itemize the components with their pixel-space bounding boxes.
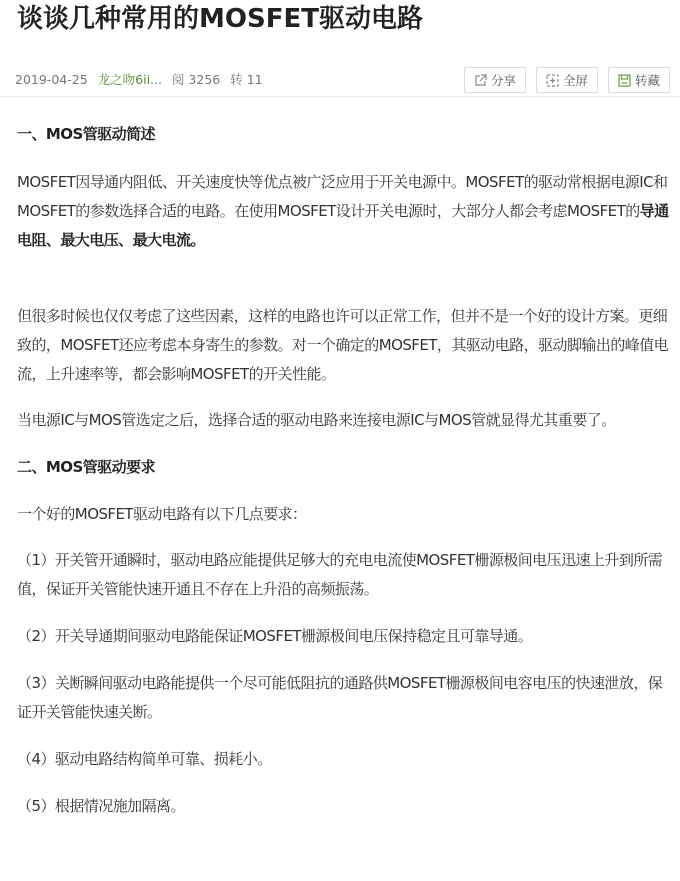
requirement-1: （1）开关管开通瞬时，驱动电路应能提供足够大的充电电流使MOSFET栅源极间电压迅速上升到所需值，保证开关管能快速开通且不存在上升沿的高频振荡。: [17, 551, 663, 598]
collect-icon: [618, 74, 631, 87]
requirement-3: （3）关断瞬间驱动电路能提供一个尽可能低阻抗的通路供MOSFET栅源极间电容电压的快速泄放，保证开关管能快速关断。: [17, 674, 663, 721]
collect-button[interactable]: [608, 67, 670, 93]
fullscreen-icon: [546, 74, 559, 87]
paragraph-1: [17, 168, 672, 255]
requirement-2: （2）开关导通期间驱动电路能保证MOSFET栅源极间电压保持稳定且可靠导通。: [17, 627, 533, 645]
section-heading-1: 一、MOS管驱动简述: [17, 125, 155, 143]
publish-date: 2019-04-25: [15, 72, 88, 87]
paragraph-1-bold: 导通电阻、最大电压、最大电流。: [17, 202, 669, 249]
fullscreen-label: 全屏: [562, 73, 588, 88]
read-count: 阅 3256: [171, 72, 221, 87]
paragraph-2: 但很多时候也仅仅考虑了这些因素，这样的电路也许可以正常工作，但并不是一个好的设计方案。更细致的，MOSFET还应考虑本身寄生的参数。对一个确定的MOSFET，其驱动电路，驱动脚输出的峰值电流，上升速率等，都会影响MOSFET的开关性能。: [17, 307, 669, 383]
fullscreen-button[interactable]: [536, 67, 598, 93]
paragraph-3: 当电源IC与MOS管选定之后，选择合适的驱动电路来连接电源IC与MOS管就显得尤其重要了。: [17, 411, 616, 429]
paragraph-4: 一个好的MOSFET驱动电路有以下几点要求：: [17, 505, 307, 523]
requirement-4: （4）驱动电路结构简单可靠、损耗小。: [17, 750, 272, 768]
collect-label: 转藏: [634, 73, 660, 88]
article-body: [17, 120, 672, 821]
author-link[interactable]: 龙之吻6ii...: [97, 72, 162, 87]
article-title: 谈谈几种常用的MOSFET驱动电路: [17, 4, 423, 34]
meta-divider: [0, 96, 680, 97]
paragraph-1-text: MOSFET因导通内阻低、开关速度快等优点被广泛应用于开关电源中。MOSFET的驱动常根据电源IC和MOSFET的参数选择合适的电路。在使用MOSFET设计开关电源时，大部分人都会考虑MOSFET的: [17, 173, 668, 220]
share-count: 转 11: [230, 72, 263, 87]
requirement-5: （5）根据情况施加隔离。: [17, 797, 185, 815]
section-heading-2: 二、MOS管驱动要求: [17, 458, 155, 476]
share-button[interactable]: [464, 67, 526, 93]
share-label: 分享: [490, 73, 516, 88]
article-actions: [464, 67, 670, 93]
share-icon: [474, 74, 487, 87]
article-meta: [15, 70, 263, 90]
